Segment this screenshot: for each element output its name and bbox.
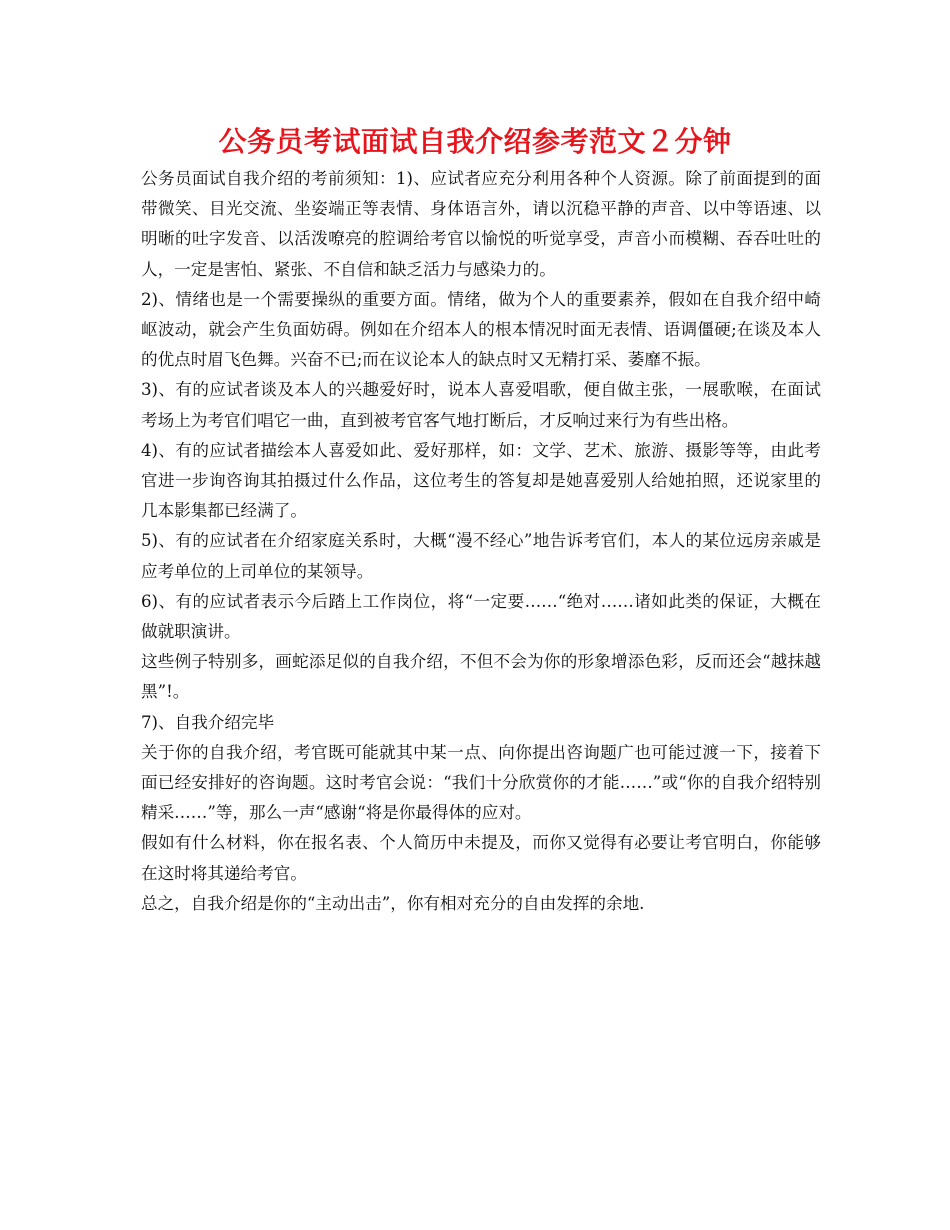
paragraph-9: 关于你的自我介绍，考官既可能就其中某一点、向你提出咨询题广也可能过渡一下，接着下面已经安排好的咨询题。这时考官会说：“我们十分欣赏你的才能……”或“你的自我介绍特别精采……”等，那么一声“感谢“将是你最得体的应对。: [141, 742, 821, 823]
paragraph-10: 假如有什么材料，你在报名表、个人简历中未提及，而你又觉得有必要让考官明白，你能够在这时将其递给考官。: [141, 833, 821, 883]
paragraph-5: 5)、有的应试者在介绍家庭关系时，大概“漫不经心”地告诉考官们，本人的某位远房亲戚是应考单位的上司单位的某领导。: [141, 531, 821, 581]
paragraph-2: 2)、情绪也是一个需要操纵的重要方面。情绪，做为个人的重要素养，假如在自我介绍中崎岖波动，就会产生负面妨碍。例如在介绍本人的根本情况时面无表情、语调僵硬;在谈及本人的优点时眉飞色舞。兴奋不已;而在议论本人的缺点时又无精打采、萎靡不振。: [141, 289, 821, 370]
paragraph-4: 4)、有的应试者描绘本人喜爱如此、爱好那样，如：文学、艺术、旅游、摄影等等，由此考官进一步询咨询其拍摄过什么作品，这位考生的答复却是她喜爱别人给她拍照，还说家里的几本影集都已经满了。: [141, 440, 821, 521]
paragraph-8: 7)、自我介绍完毕: [141, 712, 275, 732]
paragraph-11: 总之，自我介绍是你的“主动出击”，你有相对充分的自由发挥的余地.: [141, 893, 645, 913]
paragraph-3: 3)、有的应试者谈及本人的兴趣爱好时，说本人喜爱唱歌，便自做主张，一展歌喉，在面试考场上为考官们唱它一曲，直到被考官客气地打断后，才反响过来行为有些出格。: [141, 380, 821, 430]
paragraph-6: 6)、有的应试者表示今后踏上工作岗位，将“一定要……“绝对……诸如此类的保证，大概在做就职演讲。: [141, 591, 821, 642]
paragraph-7: 这些例子特别多，画蛇添足似的自我介绍，不但不会为你的形象增添色彩，反而还会“越抹越黑”!。: [141, 652, 821, 702]
paragraph-1: 公务员面试自我介绍的考前须知：1)、应试者应充分利用各种个人资源。除了前面提到的面带微笑、目光交流、坐姿端正等表情、身体语言外，请以沉稳平静的声音、以中等语速、以明晰的吐字发音、以活泼嘹亮的腔调给考官以愉悦的听觉享受，声音小而模糊、吞吞吐吐的人，一定是害怕、紧张、不自信和缺乏活力与感染力的。: [141, 169, 821, 279]
document-body: [141, 164, 821, 919]
document-title: 公务员考试面试自我介绍参考范文２分钟: [218, 125, 732, 158]
